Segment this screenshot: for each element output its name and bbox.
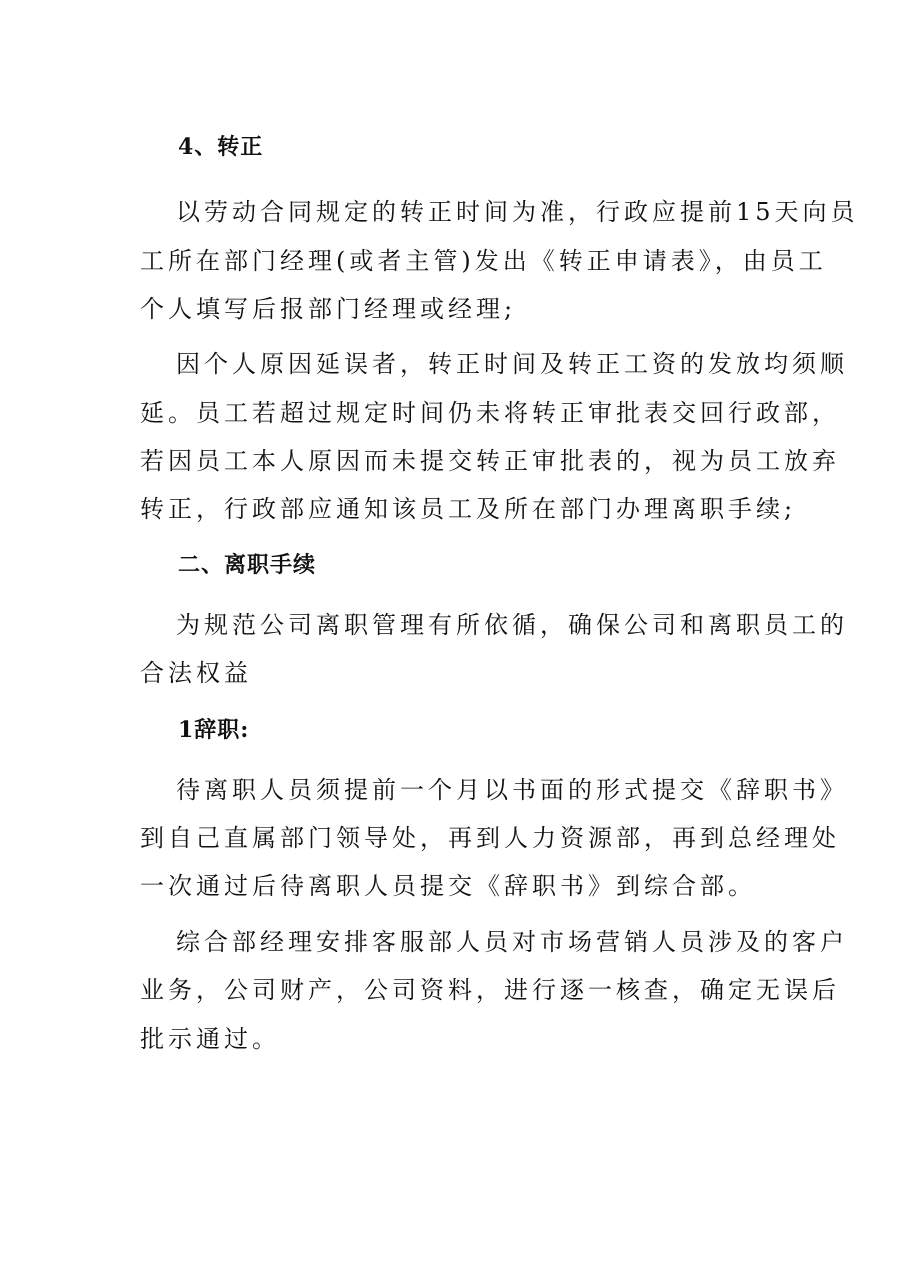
paragraph-2-line-1: 因个人原因延误者，转正时间及转正工资的发放均须顺	[176, 350, 848, 378]
paragraph-5-line-1: 综合部经理安排客服部人员对市场营销人员涉及的客户	[176, 928, 848, 956]
paragraph-3-line-2: 合法权益	[140, 659, 252, 687]
paragraph-5-line-3: 批示通过。	[140, 1025, 280, 1053]
paragraph-2-line-3: 若因员工本人原因而未提交转正审批表的，视为员工放弃	[140, 447, 840, 475]
paragraph-4-line-2: 到自己直属部门领导处，再到人力资源部，再到总经理处	[140, 824, 840, 852]
paragraph-1-line-1: 以劳动合同规定的转正时间为准，行政应提前15天向员	[176, 198, 859, 226]
paragraph-2-line-4: 转正，行政部应通知该员工及所在部门办理离职手续;	[140, 495, 797, 523]
subsection-1-heading: 1辞职:	[178, 717, 250, 743]
paragraph-5-line-2: 业务，公司财产，公司资料，进行逐一核查，确定无误后	[140, 976, 840, 1004]
paragraph-4-line-3: 一次通过后待离职人员提交《辞职书》到综合部。	[140, 872, 756, 900]
paragraph-1-line-2: 工所在部门经理(或者主管)发出《转正申请表》，由员工	[140, 247, 827, 275]
paragraph-3-line-1: 为规范公司离职管理有所依循，确保公司和离职员工的	[176, 611, 848, 639]
section-4-heading: 4、转正	[178, 134, 264, 160]
paragraph-4-line-1: 待离职人员须提前一个月以书面的形式提交《辞职书》	[176, 776, 848, 804]
section-2-heading: 二、离职手续	[178, 552, 317, 578]
paragraph-1-line-3: 个人填写后报部门经理或经理;	[140, 295, 517, 323]
paragraph-2-line-2: 延。员工若超过规定时间仍未将转正审批表交回行政部，	[140, 399, 840, 427]
